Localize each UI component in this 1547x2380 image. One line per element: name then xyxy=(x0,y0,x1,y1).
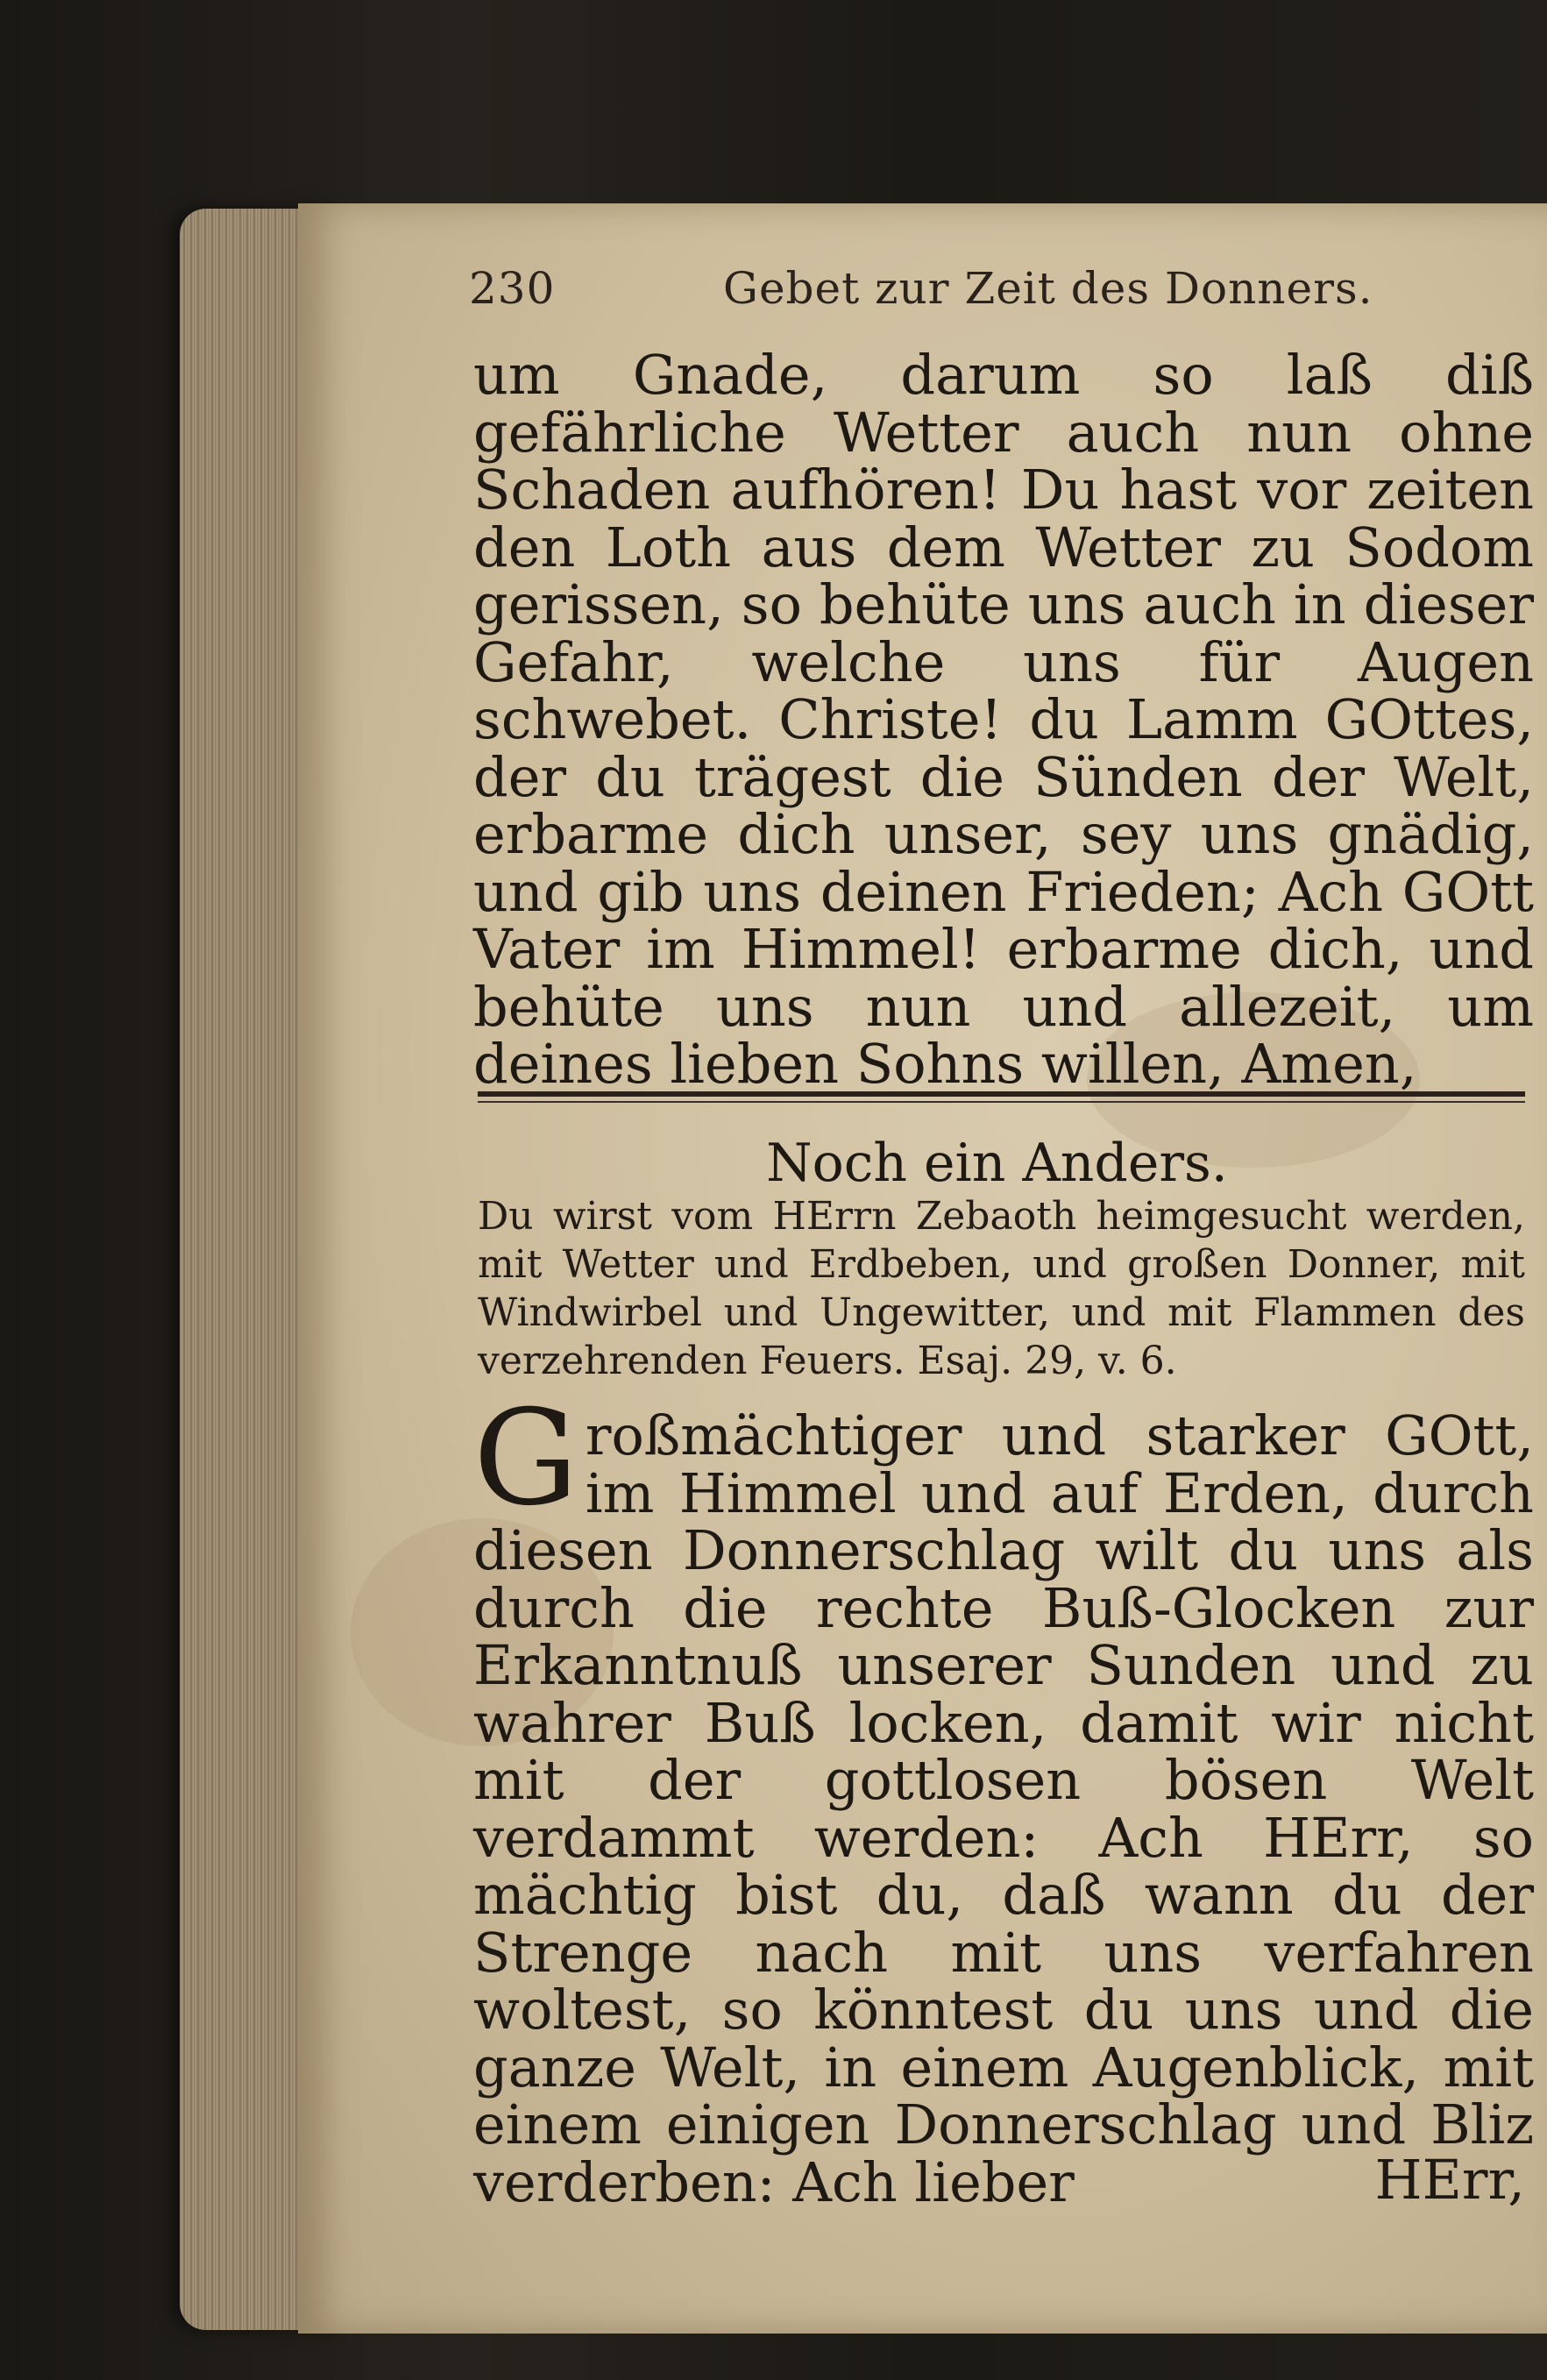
body-paragraph: um Gnade, darum so laß diß gefährliche Wetter auch nun ohne Schaden aufhören! Du hast vor zeiten den Loth aus dem Wetter zu Sodom gerissen, so behüte uns auch in dieser Gefahr, welche uns für Augen schwebet. Christe! du Lamm GOttes, der du trägest die Sünden der Welt, erbarme dich unser, sey uns gnädig, und gib uns deinen Frieden; Ach GOtt Vater im Himmel! erbarme dich, und behüte uns nun und allezeit, um deines lieben Sohns willen, Amen, xyxy=(473,343,1534,1096)
section-title: Noch ein Anders. xyxy=(766,1133,1228,1194)
running-head xyxy=(469,263,1477,333)
prayer-paragraph xyxy=(473,1382,1534,2214)
epigraph-text: Du wirst vom HErrn Zebaoth heimgesucht werden, mit Wetter und Erdbeben, und großen Donner, mit Windwirbel und Ungewitter, und mit Flammen des verzehrenden Feuers. Esaj. 29, v. 6. xyxy=(478,1194,1525,1383)
scripture-epigraph xyxy=(478,1192,1525,1385)
section-divider-rule-thin xyxy=(478,1101,1525,1103)
prayer-text: roßmächtiger und starker GOtt, im Himmel und auf Erden, durch diesen Donnerschlag wilt du uns als durch die rechte Buß-Glocken zur Erkanntnuß unserer Sunden und zu wahrer Buß locken, damit wir nicht mit der gottlosen bösen Welt verdammt werden: Ach HErr, so mächtig bist du, daß wann du der Strenge nach mit uns verfahren woltest, so könntest du uns und die ganze Welt, in einem Augenblick, mit einem einigen Donnerschlag und Bliz verderben: Ach lieber xyxy=(473,1403,1534,2214)
running-head-title: Gebet zur Zeit des Donners. xyxy=(723,263,1373,314)
drop-cap: G xyxy=(473,1382,578,1535)
section-divider-rule xyxy=(478,1091,1525,1097)
catchword: HErr, xyxy=(1374,2148,1525,2212)
page-number: 230 xyxy=(469,263,556,314)
